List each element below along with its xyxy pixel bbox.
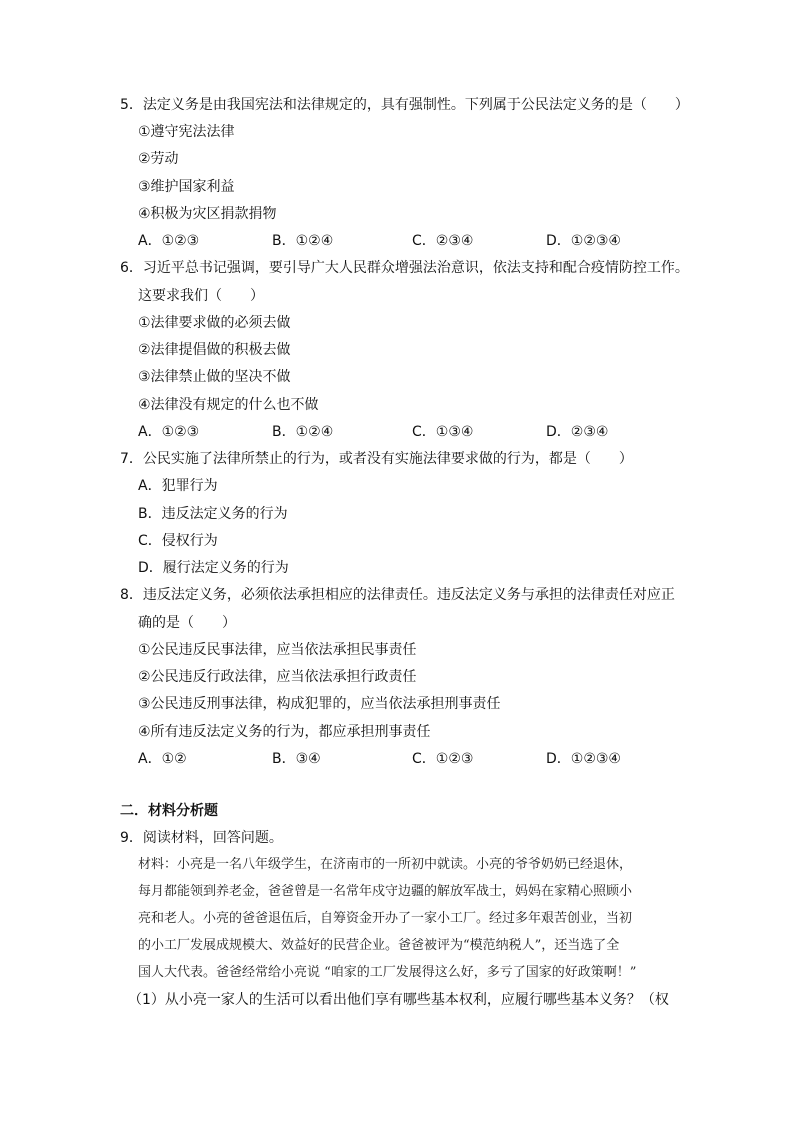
q6-stem-line2: 这要求我们（ ） — [138, 288, 264, 304]
q6-option-b: B．①②④ — [272, 424, 334, 440]
q5-item-4: ④积极为灾区捐款捐物 — [138, 206, 277, 222]
q9-material-line2: 每月都能领到养老金，爸爸曾是一名常年戍守边疆的解放军战士，妈妈在家精心照顾小 — [138, 884, 633, 899]
q6-item-4: ④法律没有规定的什么也不做 — [138, 397, 319, 413]
q6-item-1: ①法律要求做的必须去做 — [138, 315, 291, 331]
q5-option-c: C．②③④ — [412, 233, 474, 249]
q5-option-b: B．①②④ — [272, 233, 334, 249]
q9-material-line1: 材料：小亮是一名八年级学生，在济南市的一所初中就读。小亮的爷爷奶奶已经退休， — [138, 857, 633, 872]
q8-item-3: ③公民违反刑事法律，构成犯罪的，应当依法承担刑事责任 — [138, 696, 501, 712]
q5-item-2: ②劳动 — [138, 151, 179, 167]
q6-option-a: A．①②③ — [138, 424, 200, 440]
q5-item-1: ①遵守宪法法律 — [138, 124, 235, 140]
q9-material-line3: 亮和老人。小亮的爸爸退伍后，自筹资金开办了一家小工厂。经过多年艰苦创业，当初 — [138, 911, 633, 926]
q9-material-line5: 国人大代表。爸爸经常给小亮说 “咱家的工厂发展得这么好，多亏了国家的好政策啊！” — [138, 965, 637, 980]
q5-stem: 5．法定义务是由我国宪法和法律规定的，具有强制性。下列属于公民法定义务的是（ ） — [120, 97, 689, 113]
q7-choice-c: C．侵权行为 — [138, 533, 218, 549]
q8-option-d: D．①②③④ — [546, 751, 621, 767]
q6-option-c: C．①③④ — [412, 424, 474, 440]
q8-stem-line2: 确的是（ ） — [138, 615, 236, 631]
q5-item-3: ③维护国家利益 — [138, 179, 235, 195]
q9-material-line4: 的小工厂发展成规模大、效益好的民营企业。爸爸被评为“模范纳税人”，还当选了全 — [138, 938, 620, 953]
q6-stem-line1: 6．习近平总书记强调，要引导广大人民群众增强法治意识，依法支持和配合疫情防控工作。 — [120, 260, 689, 276]
q8-item-2: ②公民违反行政法律，应当依法承担行政责任 — [138, 669, 417, 685]
q8-item-1: ①公民违反民事法律，应当依法承担民事责任 — [138, 642, 417, 658]
q5-option-a: A．①②③ — [138, 233, 200, 249]
q7-choice-b: B．违反法定义务的行为 — [138, 506, 288, 522]
q6-item-2: ②法律提倡做的积极去做 — [138, 342, 291, 358]
q9-sub-question-1: （1）从小亮一家人的生活可以看出他们享有哪些基本权利，应履行哪些基本义务？（权 — [128, 992, 669, 1008]
q5-option-d: D．①②③④ — [546, 233, 621, 249]
q8-option-a: A．①② — [138, 751, 187, 767]
q7-choice-a: A．犯罪行为 — [138, 478, 218, 494]
q8-option-c: C．①②③ — [412, 751, 474, 767]
q8-stem-line1: 8．违反法定义务，必须依法承担相应的法律责任。违反法定义务与承担的法律责任对应正 — [120, 587, 675, 603]
q8-option-b: B．③④ — [272, 751, 321, 767]
q9-stem: 9．阅读材料，回答问题。 — [120, 830, 283, 846]
q8-item-4: ④所有违反法定义务的行为，都应承担刑事责任 — [138, 724, 431, 740]
section-heading: 二．材料分析题 — [120, 803, 218, 819]
q7-choice-d: D．履行法定义务的行为 — [138, 560, 289, 576]
q6-item-3: ③法律禁止做的坚决不做 — [138, 369, 291, 385]
q6-option-d: D．②③④ — [546, 424, 609, 440]
q7-stem: 7．公民实施了法律所禁止的行为，或者没有实施法律要求做的行为，都是（ ） — [120, 451, 633, 467]
